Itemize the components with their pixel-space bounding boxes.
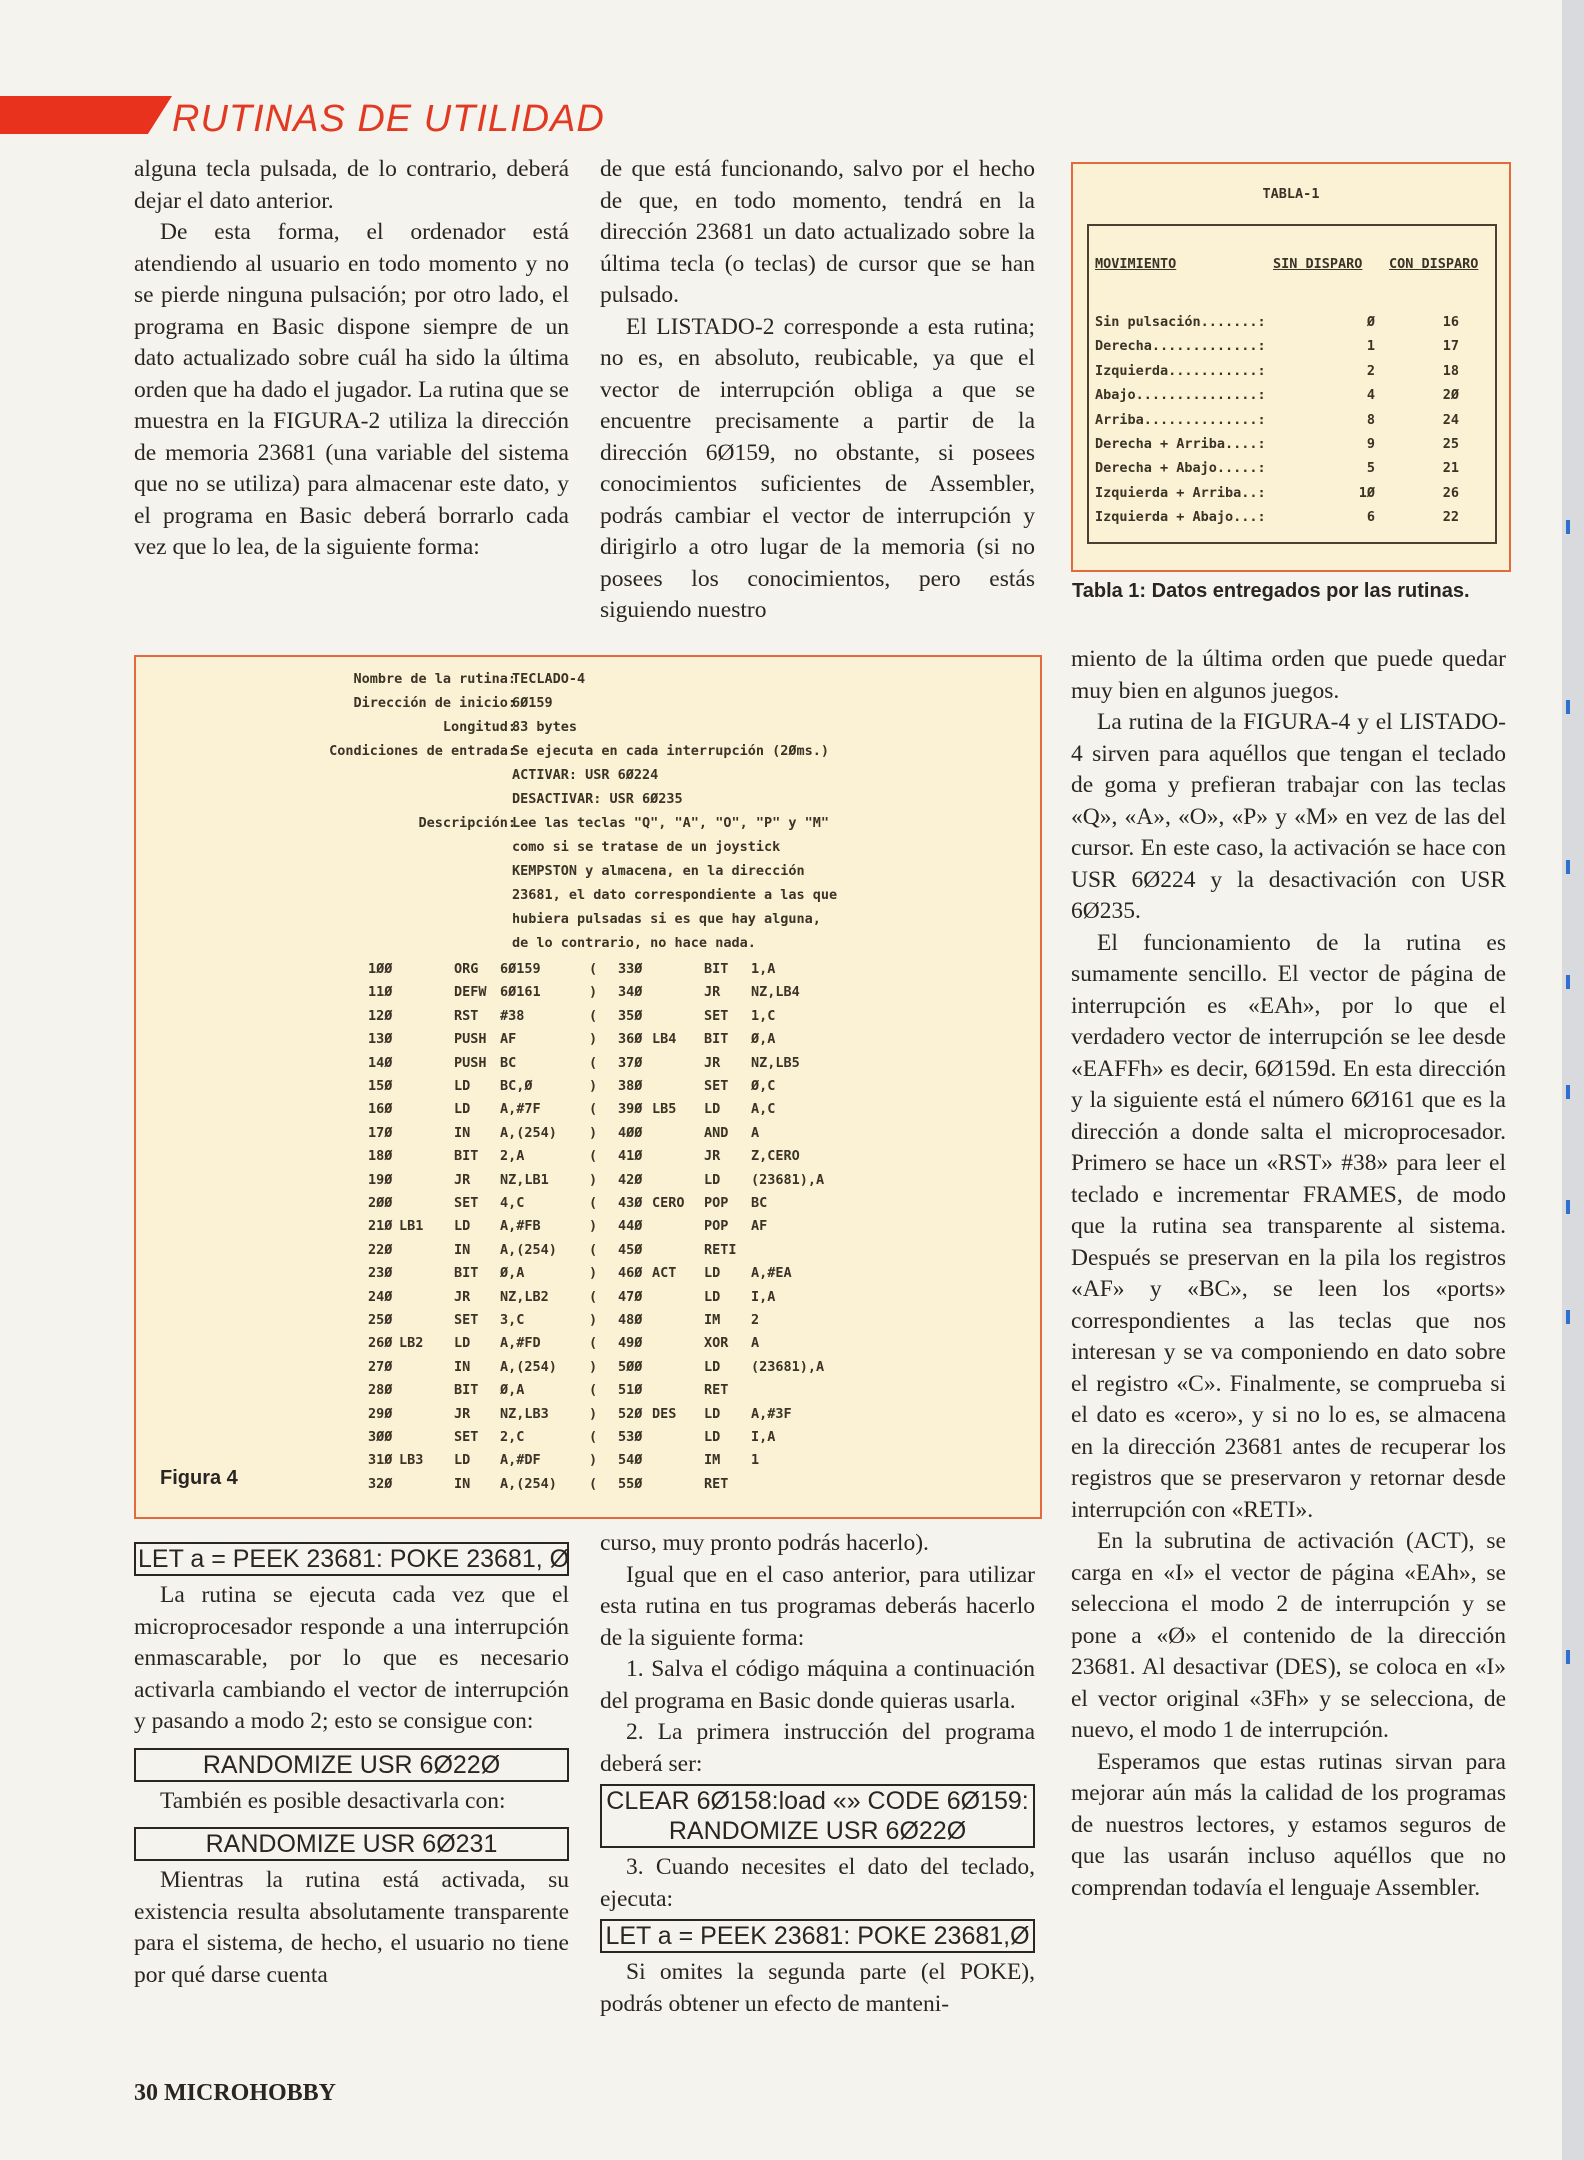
header-label: Longitud: — [442, 719, 516, 735]
listing-operand: AF — [500, 1031, 517, 1048]
listing-opcode: LD — [454, 1101, 471, 1118]
listing-opcode: IM — [704, 1312, 721, 1328]
listing-opcode: LD — [704, 1288, 721, 1305]
listing-operand: A,(254) — [500, 1475, 557, 1492]
listing-line-number: 1ØØ — [368, 961, 393, 977]
listing-opcode: IN — [454, 1358, 471, 1375]
listing-opcode: LD — [454, 1452, 471, 1469]
listing-label: DES — [652, 1405, 677, 1422]
table-cell-con-disparo: 26 — [1442, 484, 1459, 501]
listing-separator: ( — [589, 1429, 598, 1445]
listing-separator: ) — [589, 1265, 598, 1282]
listing-opcode: JR — [454, 1405, 471, 1422]
listing-opcode: RST — [454, 1007, 479, 1024]
header-label: Nombre de la rutina: — [353, 671, 516, 687]
code-let-peek: LET a = PEEK 23681: POKE 23681, Ø — [134, 1542, 569, 1576]
listing-line-number: 32Ø — [368, 1475, 393, 1492]
paragraph: La rutina de la FIGURA-4 y el LISTADO-4 sirven para aquéllos que tengan el teclado de goma y prefieran trabajar con las teclas «Q», «A», «O», «P» y «M» en vez de las del cursor. En este caso, la activación se hace con USR 6Ø224 y la desactivación con USR 6Ø235. — [1071, 709, 1506, 924]
listing-operand: 4,C — [500, 1195, 525, 1211]
listing-operand: AF — [751, 1218, 768, 1235]
code-randomize-deactivate: RANDOMIZE USR 6Ø231 — [134, 1827, 569, 1861]
table-cell-sin-disparo: 1 — [1366, 338, 1375, 355]
listing-operand: A,#EA — [751, 1265, 792, 1282]
listing-line-number: 39Ø — [618, 1101, 643, 1118]
listing-line-number: 51Ø — [618, 1382, 643, 1399]
paragraph: Mientras la rutina está activada, su existencia resulta absolutamente transparente para el sistema, de hecho, el usuario no tiene por qué darse cuenta — [134, 1867, 569, 1988]
table-cell-con-disparo: 16 — [1442, 314, 1459, 330]
listing-line-number: 15Ø — [368, 1078, 393, 1094]
listing-line-number: 35Ø — [618, 1007, 643, 1024]
listing-opcode: LD — [704, 1265, 721, 1282]
header-value: Lee las teclas "Q", "A", "O", "P" y "M" — [512, 815, 829, 831]
table-row-label: Derecha.............: — [1095, 338, 1266, 355]
listing-opcode: PUSH — [454, 1054, 487, 1071]
table-cell-sin-disparo: Ø — [1366, 314, 1375, 330]
listing-operand: NZ,LB5 — [751, 1054, 800, 1071]
listing-opcode: SET — [704, 1007, 729, 1024]
listing-operand: BC,Ø — [500, 1078, 533, 1094]
listing-opcode: AND — [704, 1124, 729, 1141]
header-value: KEMPSTON y almacena, en la dirección — [512, 863, 805, 879]
listing-separator: ( — [589, 1101, 598, 1118]
column-1-top — [134, 154, 569, 564]
listing-operand: #38 — [500, 1007, 525, 1024]
listing-operand: NZ,LB4 — [751, 984, 800, 1001]
header-con-disparo: CON DISPARO — [1389, 256, 1479, 272]
listing-separator: ) — [589, 1312, 598, 1328]
table-title: TABLA-1 — [1262, 186, 1320, 202]
listing-line-number: 17Ø — [368, 1124, 393, 1141]
listing-operand: Ø,A — [500, 1265, 525, 1282]
table-cell-sin-disparo: 8 — [1366, 411, 1375, 428]
listing-opcode: POP — [704, 1195, 729, 1211]
table-cell-con-disparo: 25 — [1442, 436, 1459, 452]
header-sin-disparo: SIN DISPARO — [1273, 256, 1363, 272]
page-footer: 30 MICROHOBBY — [134, 2080, 337, 2106]
listing-operand: A,(254) — [500, 1124, 557, 1141]
listing-operand: 6Ø161 — [500, 984, 541, 1001]
header-value: TECLADO-4 — [512, 671, 586, 687]
listing-operand: NZ,LB2 — [500, 1288, 549, 1305]
header-value: como si se tratase de un joystick — [512, 839, 781, 855]
figure-4-listing — [134, 655, 1042, 1519]
listing-operand: A,#7F — [500, 1101, 541, 1118]
listing-operand: A — [751, 1335, 760, 1352]
listing-opcode: BIT — [454, 1382, 479, 1399]
listing-operand: NZ,LB1 — [500, 1171, 549, 1188]
table-row-label: Derecha + Abajo.....: — [1095, 460, 1266, 477]
listing-line-number: 42Ø — [618, 1171, 643, 1188]
listing-opcode: IN — [454, 1475, 471, 1492]
listing-line-number: 13Ø — [368, 1031, 393, 1048]
listing-label: LB3 — [399, 1452, 424, 1469]
listing-separator: ( — [589, 1054, 598, 1071]
table-row-label: Abajo...............: — [1095, 387, 1266, 404]
table-row-label: Arriba..............: — [1095, 411, 1266, 428]
listing-line-number: 24Ø — [368, 1288, 393, 1305]
listing-opcode: BIT — [454, 1148, 479, 1165]
header-value: Se ejecuta en cada interrupción (2Øms.) — [512, 743, 829, 759]
listing-opcode: ORG — [454, 961, 479, 977]
listing-line-number: 18Ø — [368, 1148, 393, 1165]
listing-opcode: RET — [704, 1475, 729, 1492]
table-1 — [1071, 162, 1511, 572]
listing-opcode: LD — [704, 1358, 721, 1375]
listing-line-number: 26Ø — [368, 1335, 393, 1352]
listing-opcode: JR — [454, 1171, 471, 1188]
listing-separator: ( — [589, 1007, 598, 1024]
column-2-top — [600, 154, 1035, 627]
listing-operand: Ø,C — [751, 1078, 776, 1094]
listing-line-number: 36Ø — [618, 1031, 643, 1048]
listing-operand: (23681),A — [751, 1171, 825, 1188]
table-cell-con-disparo: 24 — [1442, 411, 1459, 428]
listing-separator: ( — [589, 1148, 598, 1165]
listing-opcode: BIT — [704, 1031, 729, 1048]
header-value: 83 bytes — [512, 719, 578, 735]
header-value: 23681, el dato correspondiente a las que — [512, 887, 838, 903]
listing-operand: Ø,A — [500, 1382, 525, 1399]
listing-opcode: LD — [454, 1335, 471, 1352]
listing-separator: ) — [589, 1452, 598, 1469]
listing-line-number: 52Ø — [618, 1405, 643, 1422]
listing-label: LB5 — [652, 1101, 677, 1118]
listing-line-number: 11Ø — [368, 984, 393, 1001]
listing-line-number: 31Ø — [368, 1452, 393, 1469]
listing-operand: A,#FD — [500, 1335, 541, 1352]
table-cell-con-disparo: 18 — [1442, 362, 1459, 379]
header-label: Descripción: — [418, 815, 516, 831]
table-cell-sin-disparo: 6 — [1366, 509, 1375, 526]
listing-operand: 3,C — [500, 1312, 525, 1328]
header-value: hubiera pulsadas si es que hay alguna, — [512, 911, 821, 927]
paragraph: El funcionamiento de la rutina es sumamente sencillo. El vector de página de interrupción es «EAh», por lo que el verdadero vector de interrupción se lee desde «EAFFh» es decir, 6Ø159d. En esta dirección y la siguiente está el número 6Ø161 que es la dirección a donde salta el microprocesador. Primero se hace un «RST» #38» para leer el teclado e incrementar FRAMES, de modo que la rutina sea transparente al sistema. Después se preservan en la pila los registros «AF» y «BC», se leen los «ports» correspondientes a las teclas que nos interesan y se va componiendo en dato sobre el registro «C». Finalmente, se comprueba si el dato es «cero», y si no lo es, se almacena en la dirección 23681 antes de recuperar los registros que se preservaron y retornar desde interrupción con «RETI». — [1071, 929, 1506, 1523]
listing-separator: ) — [589, 1218, 598, 1235]
column-2-bottom — [600, 1528, 1035, 2020]
table-row-label: Sin pulsación.......: — [1095, 314, 1266, 330]
listing-line-number: 37Ø — [618, 1054, 643, 1071]
listing-line-number: 45Ø — [618, 1241, 643, 1258]
listing-opcode: SET — [454, 1312, 479, 1328]
listing-line-number: 38Ø — [618, 1078, 643, 1094]
listing-line-number: 23Ø — [368, 1265, 393, 1282]
listing-opcode: IN — [454, 1241, 471, 1258]
listing-opcode: LD — [704, 1171, 721, 1188]
listing-line-number: 5ØØ — [618, 1358, 643, 1375]
paragraph: La rutina se ejecuta cada vez que el microprocesador responde a una interrupción enmascarable, por lo que es necesario activarla cambiando el vector de interrupción y pasando a modo 2; esto se consigue con: — [134, 1582, 569, 1734]
listing-opcode: JR — [704, 984, 721, 1001]
listing-separator: ( — [589, 1475, 598, 1492]
header-value: 6Ø159 — [512, 695, 553, 711]
listing-opcode: IM — [704, 1452, 721, 1469]
listing-opcode: RETI — [704, 1241, 737, 1258]
listing-operand: A,#DF — [500, 1452, 541, 1469]
table-row-label: Izquierda...........: — [1095, 362, 1266, 379]
column-3 — [1071, 644, 1506, 1904]
section-marker — [0, 96, 172, 134]
paragraph: curso, muy pronto podrás hacerlo). — [600, 1530, 929, 1556]
listing-operand: 1,A — [751, 961, 776, 977]
listing-line-number: 44Ø — [618, 1218, 643, 1235]
listing-opcode: JR — [454, 1288, 471, 1305]
listing-separator: ) — [589, 1124, 598, 1141]
listing-opcode: SET — [704, 1078, 729, 1094]
table-cell-sin-disparo: 9 — [1366, 436, 1375, 452]
listing-label: LB2 — [399, 1335, 424, 1352]
paragraph: De esta forma, el ordenador está atendiendo al usuario en todo momento y no se pierde ninguna pulsación; por otro lado, el programa en Basic dispone siempre de un dato actualizado sobre cuál ha sido la última orden que ha dado el jugador. La rutina que se muestra en la FIGURA-2 utiliza la dirección de memoria 23681 (una variable del sistema que no se utiliza) para almacenar este dato, y el programa en Basic deberá borrarlo cada vez que lo lea, de la siguiente forma: — [134, 219, 569, 560]
listing-line-number: 4ØØ — [618, 1124, 643, 1141]
listing-separator: ) — [589, 1031, 598, 1048]
figure-label: Figura 4 — [160, 1467, 238, 1489]
listing-separator: ( — [589, 961, 598, 977]
listing-operand: Z,CERO — [751, 1148, 800, 1165]
listing-operand: A,(254) — [500, 1241, 557, 1258]
listing-operand: 2,C — [500, 1429, 525, 1445]
listing-operand: 1 — [751, 1452, 760, 1469]
listing-operand: A — [751, 1124, 760, 1141]
listing-line-number: 28Ø — [368, 1382, 393, 1399]
listing-label: LB4 — [652, 1031, 677, 1048]
listing-line-number: 34Ø — [618, 984, 643, 1001]
listing-operand: NZ,LB3 — [500, 1405, 549, 1422]
table-caption: Tabla 1: Datos entregados por las rutinas. — [1072, 580, 1470, 602]
listing-operand: 2 — [751, 1312, 760, 1328]
header-value: ACTIVAR: USR 6Ø224 — [512, 767, 659, 783]
paragraph: 3. Cuando necesites el dato del teclado, ejecuta: — [600, 1854, 1035, 1912]
listing-line-number: 53Ø — [618, 1429, 643, 1445]
listing-operand: BC — [751, 1195, 768, 1211]
table-cell-sin-disparo: 1Ø — [1358, 484, 1375, 501]
paragraph: de que está funcionando, salvo por el hecho de que, en todo momento, tendrá en la dirección 23681 un dato actualizado sobre la última tecla (o teclas) de cursor que se han pulsado. — [600, 156, 1035, 308]
listing-opcode: IN — [454, 1124, 471, 1141]
listing-opcode: BIT — [454, 1265, 479, 1282]
code-clear-load: CLEAR 6Ø158:load «» CODE 6Ø159: RANDOMIZE USR 6Ø22Ø — [600, 1784, 1035, 1848]
listing-operand: 2,A — [500, 1148, 525, 1165]
listing-opcode: SET — [454, 1195, 479, 1211]
table-cell-sin-disparo: 4 — [1366, 387, 1375, 404]
page-edge — [1562, 0, 1584, 2160]
table-cell-con-disparo: 21 — [1442, 460, 1459, 477]
listing-operand: 1,C — [751, 1007, 776, 1024]
paragraph: Esperamos que estas rutinas sirvan para mejorar aún más la calidad de los programas de nuestros lectores, y estamos seguros de que las usarán incluso aquéllos que no comprendan todavía el lenguaje Assembler. — [1071, 1748, 1506, 1901]
table-row-label: Izquierda + Arriba..: — [1095, 484, 1266, 501]
listing-separator: ) — [589, 1078, 598, 1094]
table-cell-con-disparo: 2Ø — [1442, 387, 1459, 404]
paragraph: En la subrutina de activación (ACT), se carga en «I» el vector de página «EAh», se selecciona el modo 2 de interrupción y se pone a «Ø» el contenido de la dirección 23681. Al desactivar (DES), se coloca en «I» el vector original «3Fh» y se selecciona, de nuevo, el modo 1 de interrupción. — [1071, 1528, 1506, 1743]
listing-operand: (23681),A — [751, 1358, 825, 1375]
listing-separator: ( — [589, 1195, 598, 1211]
listing-operand: A,#FB — [500, 1218, 541, 1235]
listing-separator: ) — [589, 1405, 598, 1422]
listing-separator: ( — [589, 1382, 598, 1399]
listing-opcode: DEFW — [454, 984, 487, 1001]
listing-line-number: 2ØØ — [368, 1195, 393, 1211]
listing-operand: BC — [500, 1054, 517, 1071]
section-title: RUTINAS DE UTILIDAD — [172, 98, 605, 140]
listing-line-number: 46Ø — [618, 1265, 643, 1282]
listing-line-number: 22Ø — [368, 1241, 393, 1258]
table-cell-sin-disparo: 5 — [1366, 460, 1375, 477]
table-row-label: Izquierda + Abajo...: — [1095, 509, 1266, 526]
code-randomize-activate: RANDOMIZE USR 6Ø22Ø — [134, 1748, 569, 1782]
listing-label: CERO — [652, 1195, 685, 1211]
listing-operand: A,#3F — [751, 1405, 792, 1422]
listing-line-number: 12Ø — [368, 1007, 393, 1024]
column-1-bottom — [134, 1538, 569, 1991]
listing-separator: ( — [589, 1288, 598, 1305]
listing-separator: ( — [589, 1241, 598, 1258]
listing-line-number: 33Ø — [618, 961, 643, 977]
listing-opcode: SET — [454, 1429, 479, 1445]
listing-label: ACT — [652, 1265, 677, 1282]
listing-line-number: 14Ø — [368, 1054, 393, 1071]
listing-label: LB1 — [399, 1218, 424, 1235]
listing-separator: ) — [589, 1358, 598, 1375]
table-cell-con-disparo: 17 — [1442, 338, 1459, 355]
listing-line-number: 29Ø — [368, 1405, 393, 1422]
listing-opcode: JR — [704, 1054, 721, 1071]
code-let-peek-2: LET a = PEEK 23681: POKE 23681,Ø — [600, 1919, 1035, 1953]
paragraph: El LISTADO-2 corresponde a esta rutina; no es, en absoluto, reubicable, ya que el vector de interrupción obliga a que se encuentre precisamente a partir de la dirección 6Ø159, no obstante, si posees conocimientos suficientes de Assembler, podrás cambiar el vector de interrupción y dirigirlo a otro lugar de la memoria (si no posees los conocimientos, pero estás siguiendo nuestro — [600, 313, 1035, 623]
table-cell-con-disparo: 22 — [1442, 509, 1459, 526]
listing-line-number: 48Ø — [618, 1312, 643, 1328]
listing-separator: ) — [589, 984, 598, 1001]
paragraph: Si omites la segunda parte (el POKE), podrás obtener un efecto de manteni- — [600, 1959, 1035, 2017]
paragraph: También es posible desactivarla con: — [160, 1787, 506, 1814]
listing-line-number: 49Ø — [618, 1335, 643, 1352]
listing-separator: ) — [589, 1171, 598, 1188]
listing-line-number: 43Ø — [618, 1195, 643, 1211]
listing-line-number: 25Ø — [368, 1312, 393, 1328]
header-movimiento: MOVIMIENTO — [1095, 256, 1177, 272]
paragraph: 1. Salva el código máquina a continuación del programa en Basic donde quieras usarla. — [600, 1656, 1035, 1714]
header-label: Condiciones de entrada: — [329, 743, 516, 759]
listing-opcode: BIT — [704, 961, 729, 977]
listing-opcode: LD — [704, 1101, 721, 1118]
table-row-label: Derecha + Arriba....: — [1095, 436, 1266, 452]
listing-opcode: LD — [704, 1405, 721, 1422]
listing-operand: 6Ø159 — [500, 961, 541, 977]
listing-line-number: 27Ø — [368, 1358, 393, 1375]
listing-line-number: 47Ø — [618, 1288, 643, 1305]
listing-opcode: PUSH — [454, 1031, 487, 1048]
listing-line-number: 16Ø — [368, 1101, 393, 1118]
header-value: DESACTIVAR: USR 6Ø235 — [512, 791, 683, 807]
listing-line-number: 55Ø — [618, 1475, 643, 1492]
listing-opcode: LD — [454, 1078, 471, 1094]
table-cell-sin-disparo: 2 — [1366, 362, 1375, 379]
listing-operand: Ø,A — [751, 1031, 776, 1048]
listing-line-number: 54Ø — [618, 1452, 643, 1469]
listing-operand: A,C — [751, 1101, 776, 1118]
listing-line-number: 19Ø — [368, 1171, 393, 1188]
listing-separator: ( — [589, 1335, 598, 1352]
listing-opcode: XOR — [704, 1335, 729, 1352]
listing-opcode: LD — [704, 1429, 721, 1445]
listing-opcode: RET — [704, 1382, 729, 1399]
paragraph: 2. La primera instrucción del programa deberá ser: — [600, 1719, 1035, 1777]
listing-opcode: JR — [704, 1148, 721, 1165]
listing-operand: I,A — [751, 1288, 776, 1305]
listing-opcode: LD — [454, 1218, 471, 1235]
paragraph: Igual que en el caso anterior, para utilizar esta rutina en tus programas deberás hacerlo de la siguiente forma: — [600, 1561, 1035, 1651]
header-label: Dirección de inicio: — [353, 695, 516, 711]
listing-opcode: POP — [704, 1218, 729, 1235]
listing-operand: I,A — [751, 1429, 776, 1445]
listing-operand: A,(254) — [500, 1358, 557, 1375]
listing-line-number: 3ØØ — [368, 1429, 393, 1445]
paragraph: miento de la última orden que puede quedar muy bien en algunos juegos. — [1071, 646, 1506, 704]
listing-line-number: 21Ø — [368, 1218, 393, 1235]
paragraph: alguna tecla pulsada, de lo contrario, deberá dejar el dato anterior. — [134, 156, 569, 214]
header-value: de lo contrario, no hace nada. — [512, 935, 756, 951]
listing-line-number: 41Ø — [618, 1148, 643, 1165]
